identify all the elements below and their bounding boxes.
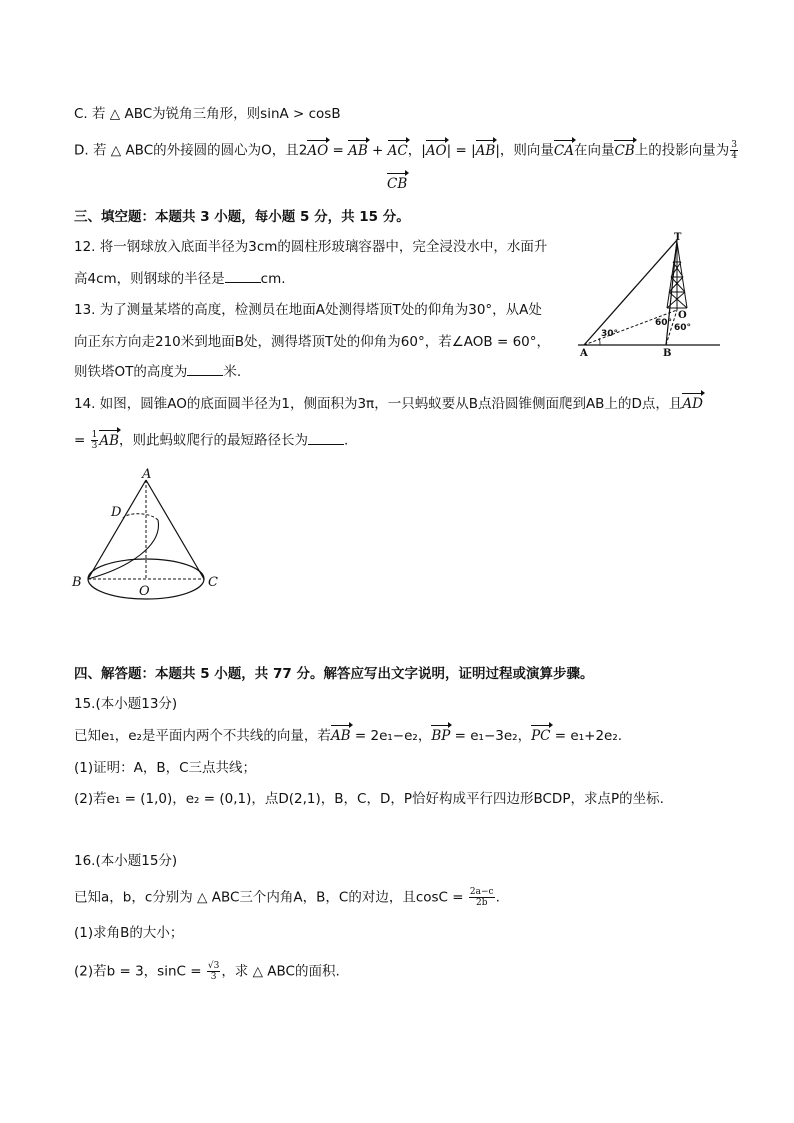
q14-line2-post: ，则此蚂蚁爬行的最短路径长为 (119, 432, 309, 449)
q15-stmt-pre: 已知e₁，e₂是平面内两个不共线的向量，若 (74, 728, 331, 744)
cone-figure (68, 468, 233, 610)
point-c-label: C (208, 575, 218, 590)
vector-ab-2: AB (475, 142, 496, 159)
ant-path-front (88, 520, 158, 579)
point-o-label: O (678, 310, 687, 321)
fraction-1-3 (91, 430, 99, 451)
vector-bp: BP (431, 728, 451, 744)
q16-part2 (74, 961, 340, 982)
q12-line2-post: cm. (260, 271, 286, 287)
q13-line3 (74, 362, 241, 382)
frac-num: √3 (207, 961, 220, 971)
tower-icon (667, 242, 687, 310)
frac-num: 2a−c (469, 887, 494, 897)
vector-cb: CB (614, 142, 635, 159)
frac-num: 1 (91, 430, 98, 440)
fraction-sqrt3-3 (207, 961, 220, 982)
q14-line2 (74, 430, 348, 451)
q14-line1 (74, 394, 703, 414)
vector-pc: PC (531, 728, 551, 744)
q12-line1: 12. 将一钢球放入底面半径为3cm的圆柱形玻璃容器中，完全浸没水中，水面升 (74, 239, 548, 255)
frac-den: 4 (731, 151, 737, 161)
option-d-tail: 上的投影向量为 (634, 142, 730, 159)
vector-ao-2: AO (425, 142, 447, 159)
point-a-label: A (580, 348, 588, 359)
option-d-mid: |，则向量 (495, 142, 554, 159)
q13-line2: 向正东方向走210米到地面B处，测得塔顶T处的仰角为60°，若∠AOB = 60°， (74, 334, 551, 350)
angle-60-label-2: 60° (674, 323, 692, 333)
answer-blank[interactable] (308, 432, 344, 445)
vector-ab: AB (348, 142, 368, 159)
vector-ao: AO (307, 142, 329, 159)
abs-open: ，| (407, 142, 426, 159)
q14-eq: = (74, 432, 90, 449)
q13-line3-post: 米. (223, 364, 242, 380)
point-t-label: T (674, 232, 682, 243)
q16-stmt-pre: 已知a，b，c分别为 △ ABC三个内角A，B，C的对边，且cosC = (74, 889, 468, 906)
q15-s2: = e₁−3e₂， (450, 728, 532, 744)
point-o-label: O (139, 584, 150, 599)
q16-statement (74, 887, 500, 908)
q16-stmt-post: . (495, 889, 500, 906)
option-c: C. 若 △ ABC为锐角三角形，则sinA > cosB (74, 106, 341, 122)
q15-part1: (1)证明：A，B，C三点共线； (74, 760, 257, 776)
frac-den: 2b (475, 898, 488, 908)
q15-s1: = 2e₁−e₂， (350, 728, 432, 744)
vector-ab: AB (99, 432, 120, 449)
ant-path-back (123, 514, 158, 520)
q15-part2: (2)若e₁ = (1,0)，e₂ = (0,1)，点D(2,1)，B，C，D，P恰好构成平行四边形BCDP，求点P的坐标. (74, 791, 664, 807)
option-d-pre: D. 若 △ ABC的外接圆的圆心为O，且2 (74, 142, 308, 159)
frac-den: 3 (91, 441, 98, 451)
q16-part2-pre: (2)若b = 3，sinC = (74, 963, 206, 980)
generatrix-ac (146, 480, 204, 579)
q15-s3: = e₁+2e₂. (550, 728, 623, 744)
vector-ab: AB (330, 728, 351, 744)
q16-header: 16.(本小题15分) (74, 853, 178, 869)
line-a-t (584, 240, 677, 345)
point-b-label: B (72, 575, 82, 590)
section-4-title: 四、解答题：本题共 5 小题，共 77 分。解答应写出文字说明，证明过程或演算步骤。 (74, 666, 594, 682)
section-3-title: 三、填空题：本题共 3 小题，每小题 5 分，共 15 分。 (74, 209, 410, 225)
point-d-label: D (111, 505, 122, 520)
q15-header: 15.(本小题13分) (74, 696, 178, 712)
option-d-mid2: 在向量 (573, 142, 615, 159)
frac-den: 3 (210, 972, 217, 982)
q12-line2-pre: 高4cm，则钢球的半径是 (74, 271, 225, 287)
tower-figure (576, 232, 726, 362)
vector-ca: CA (553, 142, 574, 159)
fraction-3-4 (730, 140, 738, 161)
q14-line1-pre: 14. 如图，圆锥AO的底面圆半径为1，侧面积为3π，一只蚂蚁要从B点沿圆锥侧面爬到AB上的D点，且 (74, 396, 683, 412)
q16-part2-post: ，求 △ ABC的面积. (221, 963, 340, 980)
q15-statement (74, 726, 622, 746)
frac-num: 3 (731, 140, 737, 150)
point-a-label: A (142, 468, 152, 482)
angle-30-label: 30° (601, 329, 619, 339)
angle-60-label: 60° (655, 318, 673, 328)
eq-sign: = (328, 142, 349, 159)
q12-line2 (74, 269, 286, 289)
answer-blank[interactable] (225, 270, 261, 283)
generatrix-ab (88, 480, 146, 579)
abs-mid: | = | (446, 142, 476, 159)
point-b-label: B (663, 348, 672, 359)
q16-part1: (1)求角B的大小； (74, 925, 184, 941)
plus-sign: + (367, 142, 388, 159)
option-d-cb-line (387, 174, 407, 194)
option-d (74, 140, 739, 161)
q13-line3-pre: 则铁塔OT的高度为 (74, 364, 188, 380)
q13-line1: 13. 为了测量某塔的高度，检测员在地面A处测得塔顶T处的仰角为30°，从A处 (74, 302, 542, 318)
vector-ac: AC (387, 142, 408, 159)
fraction-cosc (469, 887, 495, 908)
answer-blank[interactable] (187, 363, 223, 376)
vector-ad: AD (682, 396, 703, 412)
q14-line2-end: . (344, 432, 349, 449)
vector-cb-2: CB (387, 176, 408, 192)
